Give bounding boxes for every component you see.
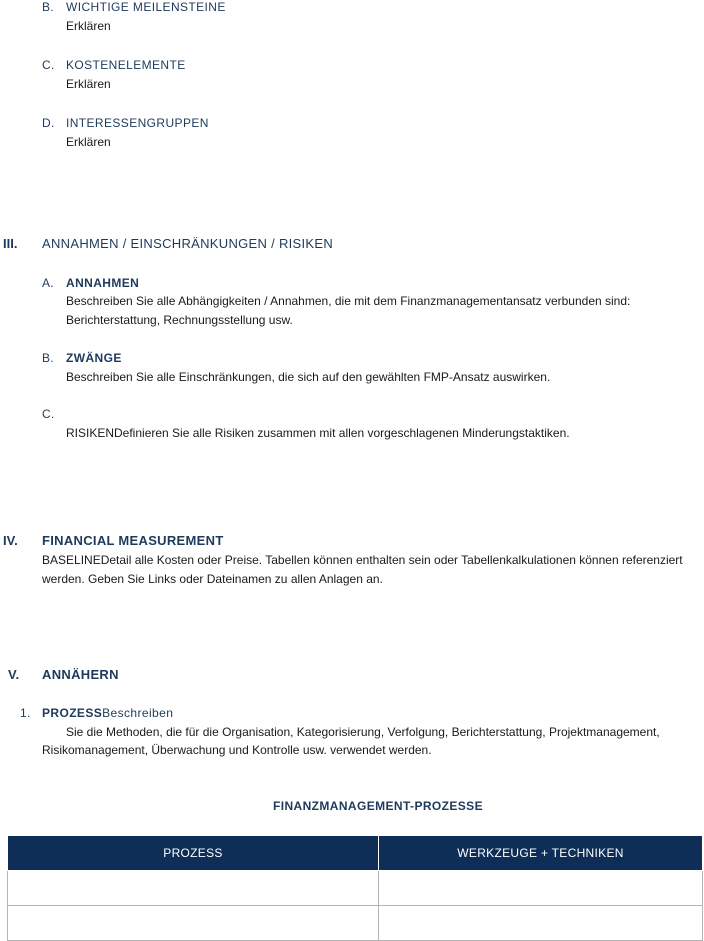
section-numeral-iii: III. xyxy=(3,236,18,251)
heading-annahmen: ANNAHMEN xyxy=(66,276,140,290)
table-row xyxy=(8,871,703,906)
prozess-text-line1: Sie die Methoden, die für die Organisation, Kategorisierung, Verfolgung, Berichterstattung, Projektmanagement, xyxy=(66,725,660,739)
explain-text-cost: Erklären xyxy=(66,77,111,91)
heading-kostenelemente: KOSTENELEMENTE xyxy=(66,58,186,72)
item-letter-a: A. xyxy=(42,276,54,290)
explain-text-stakeholders: Erklären xyxy=(66,135,111,149)
item-letter-b-iii: B. xyxy=(42,351,54,365)
table-cell[interactable] xyxy=(379,871,703,906)
item-letter-c: C. xyxy=(42,58,55,72)
baseline-text-line1: BASELINEDetail alle Kosten oder Preise. Tabellen können enthalten sein oder Tabellenkalkulationen können referenziert xyxy=(42,553,683,567)
prozess-heading xyxy=(42,706,173,720)
item-letter-c-iii: C. xyxy=(42,407,55,421)
column-header-prozess: PROZESS xyxy=(8,836,379,871)
item-letter-d: D. xyxy=(42,116,55,130)
annahmen-text-line1: Beschreiben Sie alle Abhängigkeiten / Annahmen, die mit dem Finanzmanagementansatz verbunden sind: xyxy=(66,294,631,308)
column-header-werkzeuge: WERKZEUGE + TECHNIKEN xyxy=(379,836,703,871)
table-cell[interactable] xyxy=(8,871,379,906)
section-title-iii: ANNAHMEN / EINSCHRÄNKUNGEN / RISIKEN xyxy=(42,236,334,251)
section-numeral-iv: IV. xyxy=(3,533,18,548)
table-caption: FINANZMANAGEMENT-PROZESSE xyxy=(272,799,483,813)
item-letter-b: B. xyxy=(42,0,54,14)
prozess-text-line2: Risikomanagement, Überwachung und Kontrolle usw. verwendet werden. xyxy=(42,743,432,757)
table-cell[interactable] xyxy=(379,906,703,941)
item-number-1: 1. xyxy=(20,706,31,720)
explain-text-milestones: Erklären xyxy=(66,19,111,33)
zwaenge-text: Beschreiben Sie alle Einschränkungen, die sich auf den gewählten FMP-Ansatz auswirken. xyxy=(66,370,551,384)
table-row xyxy=(8,906,703,941)
prozess-label-rest: Beschreiben xyxy=(102,706,174,720)
section-title-iv: FINANCIAL MEASUREMENT xyxy=(42,533,224,548)
table-header-row xyxy=(8,836,703,871)
heading-wichtige-meilensteine: WICHTIGE MEILENSTEINE xyxy=(66,0,226,14)
annahmen-text-line2: Berichterstattung, Rechnungsstellung usw. xyxy=(66,313,293,327)
risiken-text: RISIKENDefinieren Sie alle Risiken zusammen mit allen vorgeschlagenen Minderungstaktiken. xyxy=(66,426,570,440)
finanzmanagement-table xyxy=(7,835,703,941)
section-title-v: ANNÄHERN xyxy=(42,667,119,682)
section-numeral-v: V. xyxy=(8,667,20,682)
heading-interessengruppen: INTERESSENGRUPPEN xyxy=(66,116,209,130)
prozess-label-bold: PROZESS xyxy=(42,706,103,720)
heading-zwaenge: ZWÄNGE xyxy=(66,351,122,365)
baseline-text-line2: werden. Geben Sie Links oder Dateinamen zu allen Anlagen an. xyxy=(42,572,383,586)
table-cell[interactable] xyxy=(8,906,379,941)
